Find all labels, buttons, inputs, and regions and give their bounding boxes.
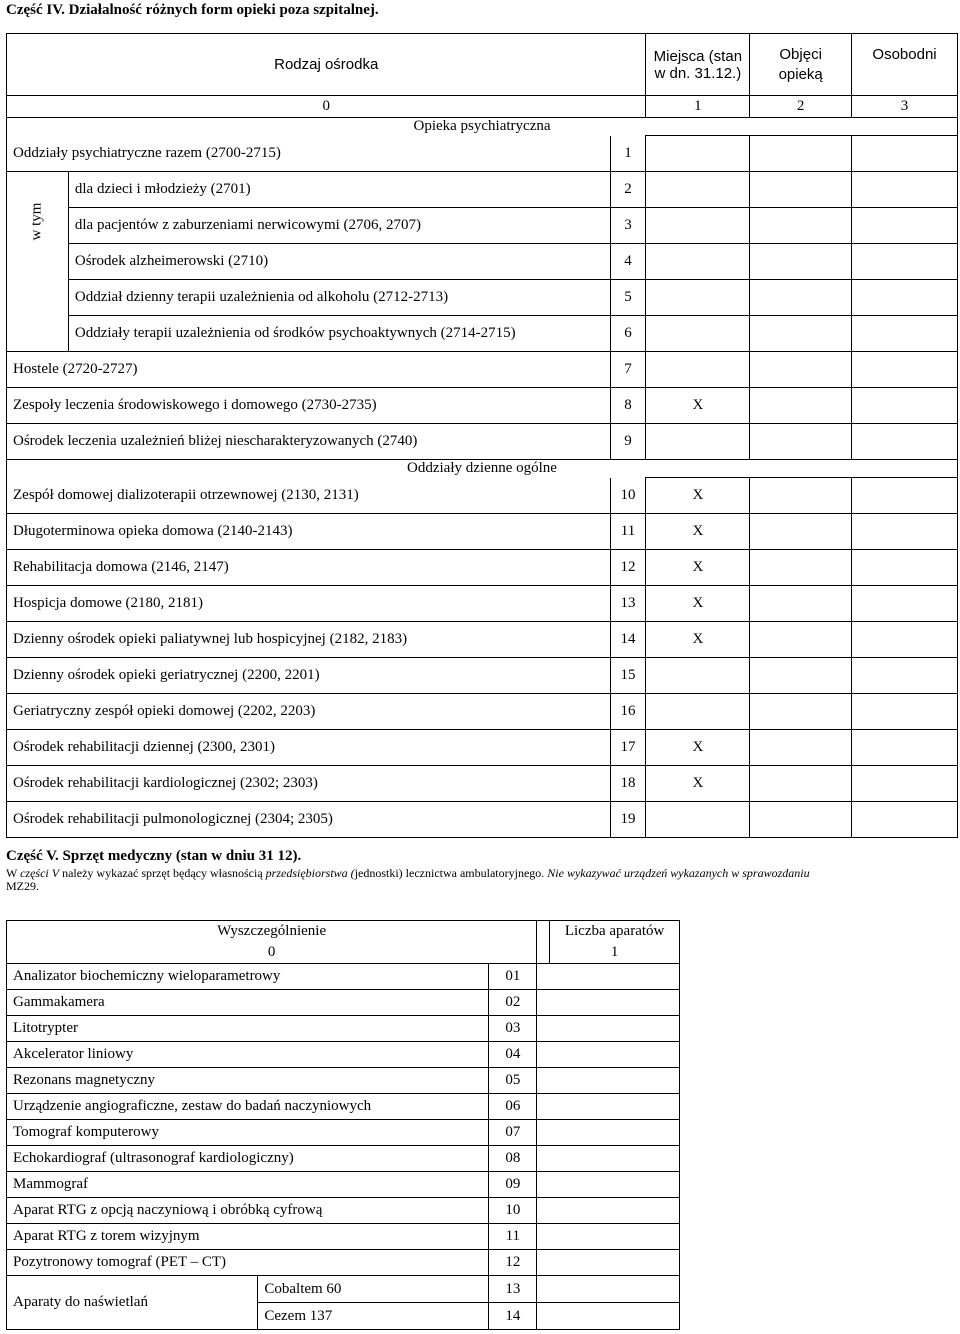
row-number: 14 [610, 622, 646, 658]
row-label: Geriatryczny zespół opieki domowej (2202, 2203) [7, 694, 611, 730]
cell-objeci[interactable] [750, 424, 852, 460]
equipment-group-label: Aparaty do naświetlań [7, 1276, 258, 1330]
cell-objeci[interactable] [750, 388, 852, 424]
equipment-number: 01 [489, 964, 537, 990]
cell-miejsca[interactable]: X [646, 388, 750, 424]
equipment-count-cell[interactable] [537, 1172, 680, 1198]
row-number: 11 [610, 514, 646, 550]
row-number: 15 [610, 658, 646, 694]
band-psychiatric: Opieka psychiatryczna [7, 118, 958, 136]
equipment-label: Echokardiograf (ultrasonograf kardiologiczny) [7, 1146, 489, 1172]
cell-objeci[interactable] [750, 478, 852, 514]
equipment-label: Akcelerator liniowy [7, 1042, 489, 1068]
cell-miejsca[interactable] [646, 694, 750, 730]
equipment-count-cell[interactable] [537, 1276, 680, 1303]
equipment-label: Mammograf [7, 1172, 489, 1198]
cell-osobodni[interactable] [852, 586, 958, 622]
cell-objeci[interactable] [750, 658, 852, 694]
equipment-number: 10 [489, 1198, 537, 1224]
row-label: Oddział dzienny terapii uzależnienia od alkoholu (2712-2713) [68, 280, 610, 316]
equipment-count-cell[interactable] [537, 1198, 680, 1224]
equipment-count-cell[interactable] [537, 1016, 680, 1042]
band-day-wards: Oddziały dzienne ogólne [7, 460, 958, 478]
equipment-label: Aparat RTG z opcją naczyniową i obróbką cyfrową [7, 1198, 489, 1224]
w-tym-label: w tym [7, 172, 69, 352]
header-wyszczegolnienie: Wyszczególnienie [7, 921, 537, 943]
row-label: Ośrodek alzheimerowski (2710) [68, 244, 610, 280]
cell-osobodni[interactable] [852, 730, 958, 766]
cell-osobodni[interactable] [852, 766, 958, 802]
cell-objeci[interactable] [750, 586, 852, 622]
row-label: Hostele (2720-2727) [7, 352, 611, 388]
equipment-count-cell[interactable] [537, 1068, 680, 1094]
equipment-number: 04 [489, 1042, 537, 1068]
part4-table [6, 33, 958, 838]
row-number: 13 [610, 586, 646, 622]
row-number: 3 [610, 208, 646, 244]
cell-osobodni[interactable] [852, 208, 958, 244]
equipment-count-cell[interactable] [537, 1094, 680, 1120]
cell-miejsca[interactable]: X [646, 478, 750, 514]
row-label: Ośrodek rehabilitacji pulmonologicznej (2304; 2305) [7, 802, 611, 838]
equipment-label: Pozytronowy tomograf (PET – CT) [7, 1250, 489, 1276]
cell-objeci[interactable] [750, 136, 852, 172]
cell-osobodni[interactable] [852, 622, 958, 658]
row-label: dla dzieci i młodzieży (2701) [68, 172, 610, 208]
equipment-label: Gammakamera [7, 990, 489, 1016]
row-label: Dzienny ośrodek opieki geriatrycznej (2200, 2201) [7, 658, 611, 694]
part5-note: W części V należy wykazać sprzęt będący własnością przedsiębiorstwa (jednostki) lecznictwa ambulatoryjnego. Nie wykazywać urządzeń wykazanych w sprawozdaniu MZ29. [6, 866, 810, 893]
cell-osobodni[interactable] [852, 550, 958, 586]
row-label: dla pacjentów z zaburzeniami nerwicowymi (2706, 2707) [68, 208, 610, 244]
cell-osobodni[interactable] [852, 424, 958, 460]
cell-objeci[interactable] [750, 550, 852, 586]
cell-osobodni[interactable] [852, 316, 958, 352]
row-number: 17 [610, 730, 646, 766]
cell-osobodni[interactable] [852, 172, 958, 208]
equipment-count-cell[interactable] [537, 1120, 680, 1146]
row-label: Zespół domowej dializoterapii otrzewnowej (2130, 2131) [7, 478, 611, 514]
row-label: Długoterminowa opieka domowa (2140-2143) [7, 514, 611, 550]
equipment-count-cell[interactable] [537, 1250, 680, 1276]
equipment-label: Analizator biochemiczny wieloparametrowy [7, 964, 489, 990]
cell-objeci[interactable] [750, 514, 852, 550]
cell-osobodni[interactable] [852, 658, 958, 694]
equipment-number: 07 [489, 1120, 537, 1146]
cell-miejsca[interactable]: X [646, 586, 750, 622]
row-label: Rehabilitacja domowa (2146, 2147) [7, 550, 611, 586]
row-number: 8 [610, 388, 646, 424]
equipment-label: Aparat RTG z torem wizyjnym [7, 1224, 489, 1250]
equipment-label: Rezonans magnetyczny [7, 1068, 489, 1094]
equipment-number: 12 [489, 1250, 537, 1276]
header-rodzaj: Rodzaj ośrodka [7, 34, 646, 96]
cell-objeci[interactable] [750, 802, 852, 838]
equipment-count-cell[interactable] [537, 964, 680, 990]
cell-objeci[interactable] [750, 766, 852, 802]
cell-miejsca[interactable] [646, 424, 750, 460]
row-number: 16 [610, 694, 646, 730]
row-label: Dzienny ośrodek opieki paliatywnej lub hospicyjnej (2182, 2183) [7, 622, 611, 658]
cell-osobodni[interactable] [852, 244, 958, 280]
equipment-label: Tomograf komputerowy [7, 1120, 489, 1146]
cell-objeci[interactable] [750, 208, 852, 244]
equipment-number: 09 [489, 1172, 537, 1198]
equipment-count-cell[interactable] [537, 1224, 680, 1250]
header-num-0: 0 [7, 96, 646, 118]
cell-miejsca[interactable] [646, 244, 750, 280]
row-label: Hospicja domowe (2180, 2181) [7, 586, 611, 622]
cell-objeci[interactable] [750, 244, 852, 280]
row-label: Ośrodek rehabilitacji kardiologicznej (2302; 2303) [7, 766, 611, 802]
header-num-3: 3 [852, 96, 958, 118]
part4-title: Część IV. Działalność różnych form opieki poza szpitalnej. [6, 2, 379, 18]
row-number: 7 [610, 352, 646, 388]
header-num-1: 1 [550, 943, 680, 964]
cell-objeci[interactable] [750, 622, 852, 658]
equipment-count-cell[interactable] [537, 1303, 680, 1330]
row-label: Oddziały psychiatryczne razem (2700-2715) [7, 136, 611, 172]
equipment-count-cell[interactable] [537, 1042, 680, 1068]
header-num-0: 0 [7, 943, 537, 964]
row-number: 6 [610, 316, 646, 352]
row-number: 4 [610, 244, 646, 280]
row-number: 9 [610, 424, 646, 460]
equipment-label: Cezem 137 [258, 1303, 489, 1330]
cell-miejsca[interactable]: X [646, 730, 750, 766]
row-number: 1 [610, 136, 646, 172]
row-number: 10 [610, 478, 646, 514]
equipment-count-cell[interactable] [537, 1146, 680, 1172]
cell-objeci[interactable] [750, 280, 852, 316]
row-label: Oddziały terapii uzależnienia od środków psychoaktywnych (2714-2715) [68, 316, 610, 352]
row-number: 19 [610, 802, 646, 838]
cell-miejsca[interactable] [646, 172, 750, 208]
row-label: Ośrodek rehabilitacji dziennej (2300, 2301) [7, 730, 611, 766]
equipment-number: 13 [489, 1276, 537, 1303]
cell-objeci[interactable] [750, 352, 852, 388]
equipment-label: Urządzenie angiograficzne, zestaw do badań naczyniowych [7, 1094, 489, 1120]
row-number: 2 [610, 172, 646, 208]
cell-osobodni[interactable] [852, 352, 958, 388]
cell-osobodni[interactable] [852, 280, 958, 316]
cell-miejsca[interactable]: X [646, 766, 750, 802]
cell-miejsca[interactable]: X [646, 514, 750, 550]
header-liczba: Liczba aparatów [550, 921, 680, 943]
header-osobodni: Osobodni [852, 34, 958, 96]
row-number: 12 [610, 550, 646, 586]
header-num-2: 2 [750, 96, 852, 118]
header-miejsca: Miejsca (stan w dn. 31.12.) [646, 34, 750, 96]
equipment-number: 03 [489, 1016, 537, 1042]
cell-objeci[interactable] [750, 730, 852, 766]
cell-osobodni[interactable] [852, 694, 958, 730]
cell-objeci[interactable] [750, 172, 852, 208]
cell-miejsca[interactable] [646, 136, 750, 172]
row-label: Ośrodek leczenia uzależnień bliżej niescharakteryzowanych (2740) [7, 424, 611, 460]
cell-miejsca[interactable]: X [646, 550, 750, 586]
equipment-number: 14 [489, 1303, 537, 1330]
header-objeci: Objęci opieką [750, 34, 852, 96]
part5-title: Część V. Sprzęt medyczny (stan w dniu 31 12). [6, 848, 302, 864]
row-label: Zespoły leczenia środowiskowego i domowego (2730-2735) [7, 388, 611, 424]
cell-objeci[interactable] [750, 694, 852, 730]
cell-miejsca[interactable] [646, 316, 750, 352]
cell-osobodni[interactable] [852, 514, 958, 550]
equipment-number: 11 [489, 1224, 537, 1250]
cell-osobodni[interactable] [852, 802, 958, 838]
cell-objeci[interactable] [750, 316, 852, 352]
equipment-label: Cobaltem 60 [258, 1276, 489, 1303]
equipment-count-cell[interactable] [537, 990, 680, 1016]
cell-miejsca[interactable] [646, 658, 750, 694]
header-num-1: 1 [646, 96, 750, 118]
equipment-number: 06 [489, 1094, 537, 1120]
cell-osobodni[interactable] [852, 388, 958, 424]
cell-miejsca[interactable] [646, 280, 750, 316]
cell-miejsca[interactable] [646, 208, 750, 244]
equipment-number: 08 [489, 1146, 537, 1172]
cell-miejsca[interactable] [646, 352, 750, 388]
row-number: 5 [610, 280, 646, 316]
cell-miejsca[interactable] [646, 802, 750, 838]
equipment-label: Litotrypter [7, 1016, 489, 1042]
equipment-number: 05 [489, 1068, 537, 1094]
row-number: 18 [610, 766, 646, 802]
part5-table [6, 920, 680, 1330]
cell-miejsca[interactable]: X [646, 622, 750, 658]
cell-osobodni[interactable] [852, 136, 958, 172]
cell-osobodni[interactable] [852, 478, 958, 514]
equipment-number: 02 [489, 990, 537, 1016]
